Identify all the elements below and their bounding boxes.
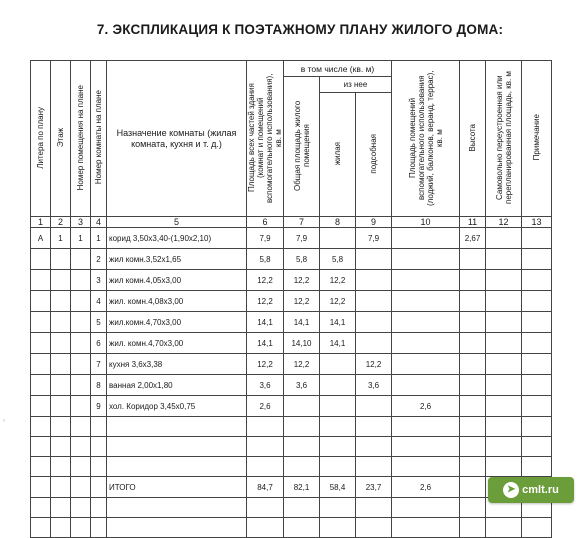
cell-pom bbox=[71, 312, 91, 333]
cell-komn bbox=[91, 498, 107, 518]
cell-litera bbox=[31, 437, 51, 457]
cell-total: 7,9 bbox=[247, 228, 284, 249]
header-ploshchad-vsekh: Площадь всех частей здания (комнат и помещений вспомогательного использования), кв. м bbox=[247, 61, 284, 217]
cell-total bbox=[247, 417, 284, 437]
cell-litera bbox=[31, 498, 51, 518]
cell-obsh bbox=[284, 518, 320, 538]
column-number: 2 bbox=[51, 217, 71, 228]
cell-pom bbox=[71, 291, 91, 312]
cell-vsp bbox=[392, 333, 460, 354]
cell-total: 14,1 bbox=[247, 312, 284, 333]
cell-total bbox=[247, 437, 284, 457]
table-row bbox=[31, 270, 552, 291]
cell-pods bbox=[356, 437, 392, 457]
table-row bbox=[31, 396, 552, 417]
total-row bbox=[31, 477, 552, 498]
cell-zhil bbox=[320, 354, 356, 375]
cell-prim bbox=[522, 396, 552, 417]
cell-obsh: 12,2 bbox=[284, 291, 320, 312]
cell-h bbox=[460, 457, 486, 477]
column-number: 9 bbox=[356, 217, 392, 228]
cell-h bbox=[460, 437, 486, 457]
cell-total: 5,8 bbox=[247, 249, 284, 270]
cell-obsh: 7,9 bbox=[284, 228, 320, 249]
cell-pom bbox=[71, 498, 91, 518]
cell-pom bbox=[71, 270, 91, 291]
cell-name: корид 3,50х3,40-(1,90х2,10) bbox=[107, 228, 247, 249]
cell-samov bbox=[486, 249, 522, 270]
table-row bbox=[31, 518, 552, 538]
cell-etazh bbox=[51, 291, 71, 312]
cell-h bbox=[460, 333, 486, 354]
cell-prim bbox=[522, 354, 552, 375]
cell-pom bbox=[71, 249, 91, 270]
cell-total bbox=[247, 498, 284, 518]
cell-etazh bbox=[51, 333, 71, 354]
column-number: 3 bbox=[71, 217, 91, 228]
cell-name bbox=[107, 417, 247, 437]
cell-etazh bbox=[51, 477, 71, 498]
cell-total bbox=[247, 518, 284, 538]
cell-komn bbox=[91, 417, 107, 437]
cell-pods bbox=[356, 498, 392, 518]
cell-obsh bbox=[284, 417, 320, 437]
cell-name: ИТОГО bbox=[107, 477, 247, 498]
cell-pom bbox=[71, 518, 91, 538]
table-row bbox=[31, 249, 552, 270]
cell-pom bbox=[71, 417, 91, 437]
header-samovolno: Самовольно переустроенная или перепланированная площадь, кв. м bbox=[486, 61, 522, 217]
cell-pods bbox=[356, 291, 392, 312]
cell-zhil bbox=[320, 375, 356, 396]
cell-obsh bbox=[284, 457, 320, 477]
cell-etazh bbox=[51, 375, 71, 396]
cell-obsh: 3,6 bbox=[284, 375, 320, 396]
header-primechanie: Примечание bbox=[522, 61, 552, 217]
cell-samov bbox=[486, 312, 522, 333]
cell-vsp: 2,6 bbox=[392, 477, 460, 498]
cell-pods: 12,2 bbox=[356, 354, 392, 375]
cell-komn: 2 bbox=[91, 249, 107, 270]
cell-zhil: 12,2 bbox=[320, 291, 356, 312]
header-nomer-komnaty: Номер комнаты на плане bbox=[91, 61, 107, 217]
cell-name: ванная 2,00х1,80 bbox=[107, 375, 247, 396]
header-podsobnaya: подсобная bbox=[356, 93, 392, 217]
cell-litera bbox=[31, 354, 51, 375]
cell-komn: 3 bbox=[91, 270, 107, 291]
cell-etazh bbox=[51, 354, 71, 375]
cell-pods: 23,7 bbox=[356, 477, 392, 498]
column-number: 7 bbox=[284, 217, 320, 228]
cell-pom bbox=[71, 375, 91, 396]
cell-komn bbox=[91, 477, 107, 498]
cell-h bbox=[460, 396, 486, 417]
cell-prim bbox=[522, 228, 552, 249]
cell-etazh bbox=[51, 312, 71, 333]
cell-obsh: 5,8 bbox=[284, 249, 320, 270]
table-row bbox=[31, 312, 552, 333]
table-row bbox=[31, 375, 552, 396]
cell-h bbox=[460, 498, 486, 518]
cell-komn: 8 bbox=[91, 375, 107, 396]
table-row bbox=[31, 457, 552, 477]
cell-total: 14,1 bbox=[247, 333, 284, 354]
cell-prim bbox=[522, 312, 552, 333]
cell-komn: 5 bbox=[91, 312, 107, 333]
cell-obsh bbox=[284, 396, 320, 417]
cell-samov bbox=[486, 375, 522, 396]
cell-h: 2,67 bbox=[460, 228, 486, 249]
header-litera: Литера по плану bbox=[31, 61, 51, 217]
cell-etazh bbox=[51, 437, 71, 457]
cell-prim bbox=[522, 333, 552, 354]
cell-komn: 6 bbox=[91, 333, 107, 354]
cell-name bbox=[107, 437, 247, 457]
cell-prim bbox=[522, 270, 552, 291]
cell-pods bbox=[356, 396, 392, 417]
cell-vsp bbox=[392, 518, 460, 538]
column-number: 6 bbox=[247, 217, 284, 228]
header-iz-nee: из нее bbox=[320, 77, 392, 93]
cell-vsp bbox=[392, 498, 460, 518]
cell-pom bbox=[71, 457, 91, 477]
cell-komn: 9 bbox=[91, 396, 107, 417]
cell-samov bbox=[486, 396, 522, 417]
cell-etazh bbox=[51, 498, 71, 518]
cell-obsh: 14,1 bbox=[284, 312, 320, 333]
explication-table bbox=[30, 60, 552, 538]
cell-h bbox=[460, 291, 486, 312]
column-number: 8 bbox=[320, 217, 356, 228]
cell-litera bbox=[31, 291, 51, 312]
cell-litera bbox=[31, 375, 51, 396]
cell-total: 2,6 bbox=[247, 396, 284, 417]
cell-vsp bbox=[392, 228, 460, 249]
cell-komn: 7 bbox=[91, 354, 107, 375]
column-number: 5 bbox=[107, 217, 247, 228]
cell-komn: 4 bbox=[91, 291, 107, 312]
cell-vsp bbox=[392, 249, 460, 270]
cell-zhil: 58,4 bbox=[320, 477, 356, 498]
cell-name bbox=[107, 518, 247, 538]
cell-samov bbox=[486, 457, 522, 477]
cell-pods bbox=[356, 312, 392, 333]
cell-zhil bbox=[320, 417, 356, 437]
cell-name: жил комн.4,05х3,00 bbox=[107, 270, 247, 291]
cell-vsp bbox=[392, 291, 460, 312]
cell-pom bbox=[71, 477, 91, 498]
cell-zhil: 5,8 bbox=[320, 249, 356, 270]
cell-komn bbox=[91, 518, 107, 538]
cell-etazh bbox=[51, 518, 71, 538]
column-number: 1 bbox=[31, 217, 51, 228]
cell-samov bbox=[486, 228, 522, 249]
cell-vsp bbox=[392, 270, 460, 291]
cell-h bbox=[460, 375, 486, 396]
cell-h bbox=[460, 312, 486, 333]
cell-prim bbox=[522, 437, 552, 457]
cell-total bbox=[247, 457, 284, 477]
cell-pods bbox=[356, 457, 392, 477]
cell-total: 3,6 bbox=[247, 375, 284, 396]
header-nomer-pomeshcheniya: Номер помещения на плане bbox=[71, 61, 91, 217]
cell-zhil: 14,1 bbox=[320, 333, 356, 354]
cell-name bbox=[107, 498, 247, 518]
cell-obsh bbox=[284, 498, 320, 518]
cell-etazh: 1 bbox=[51, 228, 71, 249]
header-obshchaya: Общая площадь жилого помещения bbox=[284, 77, 320, 217]
cell-litera bbox=[31, 333, 51, 354]
cell-vsp bbox=[392, 375, 460, 396]
cell-obsh: 14,10 bbox=[284, 333, 320, 354]
cell-pom bbox=[71, 396, 91, 417]
cell-prim bbox=[522, 291, 552, 312]
cell-vsp: 2,6 bbox=[392, 396, 460, 417]
cell-komn bbox=[91, 437, 107, 457]
cell-litera bbox=[31, 518, 51, 538]
cell-litera: А bbox=[31, 228, 51, 249]
cell-prim bbox=[522, 518, 552, 538]
cell-prim bbox=[522, 417, 552, 437]
header-row-1 bbox=[31, 61, 552, 77]
cell-etazh bbox=[51, 457, 71, 477]
cell-name: жил.комн.4,70х3,00 bbox=[107, 312, 247, 333]
cell-total: 12,2 bbox=[247, 291, 284, 312]
cell-pods bbox=[356, 518, 392, 538]
cell-zhil bbox=[320, 457, 356, 477]
cell-total: 12,2 bbox=[247, 354, 284, 375]
cell-pom: 1 bbox=[71, 228, 91, 249]
cell-pom bbox=[71, 437, 91, 457]
column-number: 4 bbox=[91, 217, 107, 228]
cell-pods bbox=[356, 270, 392, 291]
cell-h bbox=[460, 249, 486, 270]
column-number: 10 bbox=[392, 217, 460, 228]
cell-vsp bbox=[392, 354, 460, 375]
header-zhilaya: жилая bbox=[320, 93, 356, 217]
header-vspomog: Площадь помещений вспомогательного использования (лоджий, балконов, веранд, террас), кв. м bbox=[392, 61, 460, 217]
table-row bbox=[31, 333, 552, 354]
header-v-tom-chisle: в том числе (кв. м) bbox=[284, 61, 392, 77]
table-row bbox=[31, 437, 552, 457]
table-row bbox=[31, 354, 552, 375]
cell-litera bbox=[31, 270, 51, 291]
cell-etazh bbox=[51, 270, 71, 291]
cell-litera bbox=[31, 457, 51, 477]
table-row bbox=[31, 498, 552, 518]
table-row bbox=[31, 228, 552, 249]
cell-obsh bbox=[284, 437, 320, 457]
cell-name: жил. комн.4,08х3,00 bbox=[107, 291, 247, 312]
cell-prim bbox=[522, 457, 552, 477]
cell-obsh: 82,1 bbox=[284, 477, 320, 498]
column-number: 12 bbox=[486, 217, 522, 228]
cell-pods bbox=[356, 249, 392, 270]
cell-zhil bbox=[320, 498, 356, 518]
cell-komn bbox=[91, 457, 107, 477]
cell-zhil bbox=[320, 228, 356, 249]
header-vysota: Высота bbox=[460, 61, 486, 217]
cell-h bbox=[460, 354, 486, 375]
watermark-logo bbox=[488, 477, 574, 503]
cell-name: жил. комн.4,70х3,00 bbox=[107, 333, 247, 354]
header-naznachenie: Назначение комнаты (жилая комната, кухня и т. д.) bbox=[107, 61, 247, 217]
cell-name bbox=[107, 457, 247, 477]
page-title: 7. ЭКСПЛИКАЦИЯ К ПОЭТАЖНОМУ ПЛАНУ ЖИЛОГО ДОМА: bbox=[96, 22, 504, 37]
cell-pods: 7,9 bbox=[356, 228, 392, 249]
cell-litera bbox=[31, 312, 51, 333]
cell-komn: 1 bbox=[91, 228, 107, 249]
cell-name: кухня 3,6х3,38 bbox=[107, 354, 247, 375]
cell-total: 84,7 bbox=[247, 477, 284, 498]
cell-h bbox=[460, 518, 486, 538]
cell-zhil: 12,2 bbox=[320, 270, 356, 291]
cell-vsp bbox=[392, 312, 460, 333]
cell-samov bbox=[486, 518, 522, 538]
cell-etazh bbox=[51, 417, 71, 437]
arrow-icon: ➤ bbox=[503, 482, 519, 498]
cell-zhil: 14,1 bbox=[320, 312, 356, 333]
cell-prim bbox=[522, 375, 552, 396]
cell-etazh bbox=[51, 396, 71, 417]
cell-total: 12,2 bbox=[247, 270, 284, 291]
cell-h bbox=[460, 477, 486, 498]
cell-pom bbox=[71, 333, 91, 354]
cell-samov bbox=[486, 437, 522, 457]
cell-samov bbox=[486, 291, 522, 312]
table-row bbox=[31, 291, 552, 312]
column-number: 13 bbox=[522, 217, 552, 228]
cell-obsh: 12,2 bbox=[284, 270, 320, 291]
cell-etazh bbox=[51, 249, 71, 270]
cell-zhil bbox=[320, 396, 356, 417]
cell-samov bbox=[486, 270, 522, 291]
cell-litera bbox=[31, 249, 51, 270]
cell-litera bbox=[31, 417, 51, 437]
header-etazh: Этаж bbox=[51, 61, 71, 217]
cell-litera bbox=[31, 396, 51, 417]
cell-h bbox=[460, 417, 486, 437]
cell-zhil bbox=[320, 518, 356, 538]
cell-pom bbox=[71, 354, 91, 375]
margin-mark: ’ bbox=[3, 418, 5, 428]
cell-samov bbox=[486, 417, 522, 437]
cell-samov bbox=[486, 354, 522, 375]
cell-pods bbox=[356, 333, 392, 354]
table-row bbox=[31, 417, 552, 437]
cell-vsp bbox=[392, 417, 460, 437]
cell-vsp bbox=[392, 437, 460, 457]
table-body bbox=[31, 228, 552, 538]
cell-name: жил комн.3,52х1,65 bbox=[107, 249, 247, 270]
cell-prim bbox=[522, 249, 552, 270]
column-number: 11 bbox=[460, 217, 486, 228]
cell-h bbox=[460, 270, 486, 291]
watermark-logo-text: cmlt.ru bbox=[522, 484, 559, 496]
cell-pods: 3,6 bbox=[356, 375, 392, 396]
cell-name: хол. Коридор 3,45х0,75 bbox=[107, 396, 247, 417]
cell-litera bbox=[31, 477, 51, 498]
cell-vsp bbox=[392, 457, 460, 477]
column-number-row bbox=[31, 217, 552, 228]
cell-zhil bbox=[320, 437, 356, 457]
cell-pods bbox=[356, 417, 392, 437]
cell-obsh: 12,2 bbox=[284, 354, 320, 375]
cell-samov bbox=[486, 333, 522, 354]
